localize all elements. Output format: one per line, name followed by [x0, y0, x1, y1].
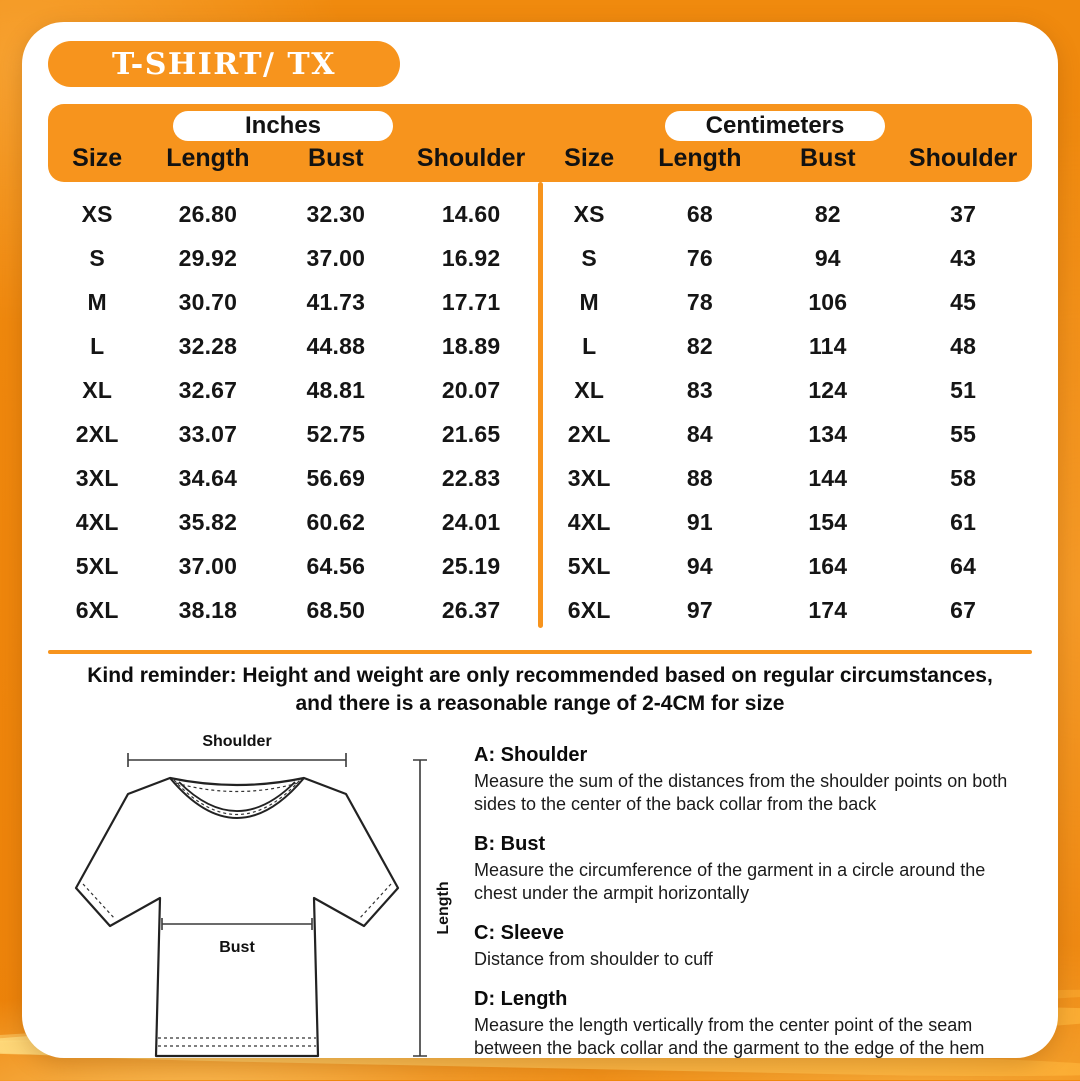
measure-length-heading: D: Length [474, 988, 568, 1011]
chart-title-pill [48, 41, 400, 87]
value-cell: 26.80 [178, 200, 238, 227]
value-cell: 37.00 [178, 552, 238, 579]
shoulder-label: Shoulder [202, 733, 272, 750]
value-cell: 48.81 [306, 376, 366, 403]
table-header [48, 104, 1032, 182]
length-label: Length [435, 881, 452, 935]
value-cell: 144 [808, 464, 848, 491]
size-cell: L [90, 332, 105, 359]
size-cell: M [87, 288, 107, 315]
value-cell: 154 [808, 508, 848, 535]
value-cell: 68.50 [306, 596, 366, 623]
value-cell: 88 [686, 464, 713, 491]
value-cell: 41.73 [306, 288, 366, 315]
value-cell: 21.65 [441, 420, 501, 447]
value-cell: 17.71 [441, 288, 501, 315]
inches-unit-pill: Inches [173, 111, 393, 141]
value-cell: 14.60 [441, 200, 501, 227]
value-cell: 76 [686, 244, 713, 271]
value-cell: 94 [686, 552, 713, 579]
measure-length-text: Measure the length vertically from the center point of the seam between the back collar and the garment to the edge of the hem [474, 1015, 985, 1059]
size-cell: XL [82, 376, 113, 403]
value-cell: 32.30 [306, 200, 366, 227]
measure-shoulder-heading: A: Shoulder [474, 744, 588, 766]
value-cell: 64 [950, 552, 977, 579]
value-cell: 33.07 [178, 420, 238, 447]
cm-body [540, 192, 1032, 632]
value-cell: 84 [686, 420, 713, 447]
size-cell: S [581, 244, 597, 271]
value-cell: 134 [808, 420, 848, 447]
column-header: Size [72, 144, 123, 172]
size-cell: XS [81, 200, 113, 227]
value-cell: 114 [808, 332, 847, 359]
measure-bust [474, 833, 1034, 905]
value-cell: 78 [686, 288, 713, 315]
measure-bust-heading: B: Bust [474, 833, 546, 856]
value-cell: 60.62 [306, 508, 366, 535]
value-cell: 124 [808, 376, 848, 403]
size-cell: L [582, 332, 597, 359]
size-cell: 3XL [75, 464, 119, 491]
value-cell: 43 [950, 244, 977, 271]
value-cell: 24.01 [441, 508, 501, 535]
measure-shoulder-text: Measure the sum of the distances from the shoulder points on both sides to the center of the back collar from the back [474, 771, 1008, 815]
bust-label: Bust [219, 939, 255, 956]
value-cell: 32.28 [178, 332, 238, 359]
value-cell: 106 [808, 288, 848, 315]
cm-columns [540, 144, 1032, 173]
value-cell: 22.83 [441, 464, 501, 491]
reminder-line-1: Kind reminder: Height and weight are only recommended based on regular circumstances, [87, 664, 993, 687]
value-cell: 82 [686, 332, 713, 359]
value-cell: 51 [950, 376, 977, 403]
value-cell: 25.19 [441, 552, 501, 579]
size-cell: 2XL [75, 420, 119, 447]
value-cell: 18.89 [441, 332, 501, 359]
value-cell: 94 [814, 244, 841, 271]
value-cell: 64.56 [306, 552, 366, 579]
size-cell: 5XL [567, 552, 611, 579]
size-cell: 4XL [567, 508, 611, 535]
measure-sleeve-heading: C: Sleeve [474, 922, 565, 945]
column-header: Shoulder [416, 144, 526, 172]
size-table [48, 104, 1032, 632]
size-cell: XL [574, 376, 605, 403]
cm-header-half [540, 104, 1032, 182]
value-cell: 164 [808, 552, 848, 579]
column-header: Size [564, 144, 615, 172]
kind-reminder [22, 662, 1058, 717]
size-cell: 5XL [75, 552, 119, 579]
value-cell: 52.75 [306, 420, 366, 447]
value-cell: 97 [686, 596, 713, 623]
value-cell: 44.88 [306, 332, 366, 359]
table-vertical-divider [538, 182, 543, 628]
section-divider [48, 650, 1032, 654]
measure-sleeve-text: Distance from shoulder to cuff [474, 949, 713, 970]
value-cell: 37 [950, 200, 977, 227]
column-header: Bust [308, 144, 364, 172]
value-cell: 29.92 [178, 244, 238, 271]
cm-unit-pill: Centimeters [665, 111, 885, 141]
inches-header-half [48, 104, 540, 182]
value-cell: 83 [686, 376, 713, 403]
value-cell: 38.18 [178, 596, 238, 623]
value-cell: 68 [686, 200, 713, 227]
value-cell: 61 [950, 508, 977, 535]
inches-columns [48, 144, 540, 173]
column-header: Bust [800, 144, 856, 172]
value-cell: 34.64 [178, 464, 238, 491]
value-cell: 32.67 [178, 376, 238, 403]
size-cell: 3XL [567, 464, 611, 491]
measure-length [474, 988, 1034, 1060]
size-cell: 6XL [75, 596, 119, 623]
how-to-measure-section [52, 714, 1040, 1059]
tshirt-diagram [52, 714, 460, 1052]
value-cell: 82 [814, 200, 841, 227]
size-cell: S [89, 244, 105, 271]
value-cell: 174 [808, 596, 848, 623]
size-cell: M [579, 288, 599, 315]
column-header: Length [658, 144, 742, 172]
measure-shoulder [474, 744, 1034, 816]
value-cell: 58 [950, 464, 977, 491]
measurement-instructions [474, 714, 1034, 1059]
value-cell: 48 [950, 332, 977, 359]
value-cell: 56.69 [306, 464, 366, 491]
reminder-line-2: and there is a reasonable range of 2-4CM for size [295, 691, 785, 715]
measure-bust-text: Measure the circumference of the garment in a circle around the chest under the armpit horizontally [474, 860, 986, 904]
inches-body [48, 192, 540, 632]
value-cell: 30.70 [178, 288, 238, 315]
value-cell: 20.07 [441, 376, 501, 403]
size-cell: 2XL [567, 420, 611, 447]
column-header: Shoulder [908, 144, 1018, 172]
tshirt-diagram-icon [52, 726, 460, 1072]
page-title: T-SHIRT/ TX [111, 46, 337, 82]
column-header: Length [166, 144, 250, 172]
value-cell: 45 [950, 288, 977, 315]
measure-sleeve [474, 922, 1034, 971]
value-cell: 91 [686, 508, 713, 535]
size-cell: XS [573, 200, 605, 227]
size-chart-card [22, 22, 1058, 1058]
value-cell: 35.82 [178, 508, 238, 535]
value-cell: 37.00 [306, 244, 366, 271]
value-cell: 26.37 [441, 596, 501, 623]
value-cell: 16.92 [441, 244, 501, 271]
size-cell: 4XL [75, 508, 119, 535]
value-cell: 67 [950, 596, 977, 623]
size-cell: 6XL [567, 596, 611, 623]
value-cell: 55 [950, 420, 977, 447]
